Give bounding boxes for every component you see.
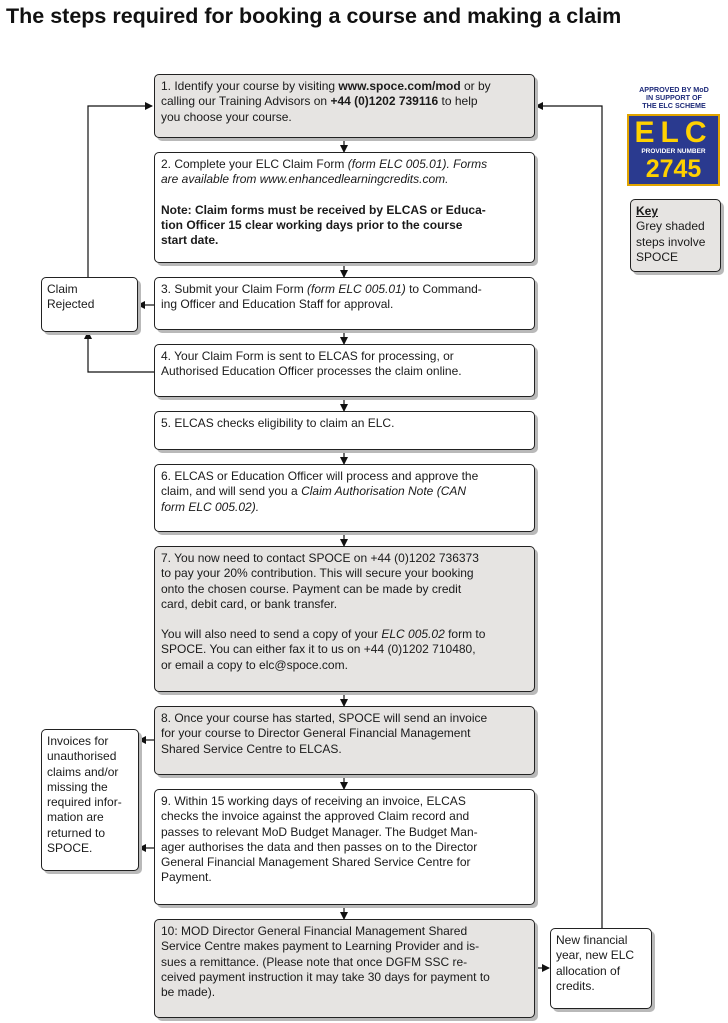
step-3-box: 3. Submit your Claim Form (form ELC 005.01) to Command- ing Officer and Education Staff for approval.: [154, 277, 535, 330]
new-financial-year-box: New financial year, new ELC allocation of credits.: [550, 928, 652, 1009]
arrow-rejected-1: [88, 106, 152, 277]
page-title: The steps required for booking a course and making a claim: [6, 4, 622, 28]
step-4-box: 4. Your Claim Form is sent to ELCAS for processing, or Authorised Education Officer processes the claim online.: [154, 344, 535, 397]
arrow-4-rejected: [88, 332, 154, 372]
elc-logo: ELC PROVIDER NUMBER 2745: [627, 114, 720, 186]
step-2-box: 2. Complete your ELC Claim Form (form ELC 005.01). Forms are available from www.enhancedlearningcredits.com. Note: Claim forms must be received by ELCAS or Educa- tion Officer 15 clear working days prior to the course start date.: [154, 152, 535, 263]
step-7-box: 7. You now need to contact SPOCE on +44 (0)1202 736373 to pay your 20% contribution. This will secure your booking onto the chosen course. Payment can be made by credit card, debit card, or bank transfer. You will also need to send a copy of your ELC 005.02 form to SPOCE. You can either fax it to us on +44 (0)1202 710480, or email a copy to elc@spoce.com.: [154, 546, 535, 692]
logo-caption: APPROVED BY MoD IN SUPPORT OF THE ELC SCHEME: [639, 85, 709, 111]
step-9-box: 9. Within 15 working days of receiving an invoice, ELCAS checks the invoice against the approved Claim record and passes to relevant MoD Budget Manager. The Budget Man- ager authorises the data and then passes on to the Director General Financial Management Shared Service Centre for Payment.: [154, 789, 535, 905]
key-legend: Key Grey shaded steps involve SPOCE: [630, 199, 721, 272]
step-1-box: 1. Identify your course by visiting www.spoce.com/mod or by calling our Training Advisors on +44 (0)1202 739116 to help you choose your course.: [154, 74, 535, 138]
step-5-box: 5. ELCAS checks eligibility to claim an ELC.: [154, 411, 535, 450]
invoices-returned-box: Invoices for unauthorised claims and/or missing the required infor- mation are returned to SPOCE.: [41, 729, 139, 871]
step-10-box: 10: MOD Director General Financial Management Shared Service Centre makes payment to Learning Provider and is- sues a remittance. (Please note that once DGFM SSC re- ceived payment instruction it may take 30 days for payment to be made).: [154, 919, 535, 1018]
claim-rejected-box: Claim Rejected: [41, 277, 138, 332]
arrow-newyear-1: [536, 106, 602, 928]
step-6-box: 6. ELCAS or Education Officer will process and approve the claim, and will send you a Claim Authorisation Note (CAN form ELC 005.02).: [154, 464, 535, 532]
step-8-box: 8. Once your course has started, SPOCE will send an invoice for your course to Director General Financial Management Shared Service Centre to ELCAS.: [154, 706, 535, 775]
